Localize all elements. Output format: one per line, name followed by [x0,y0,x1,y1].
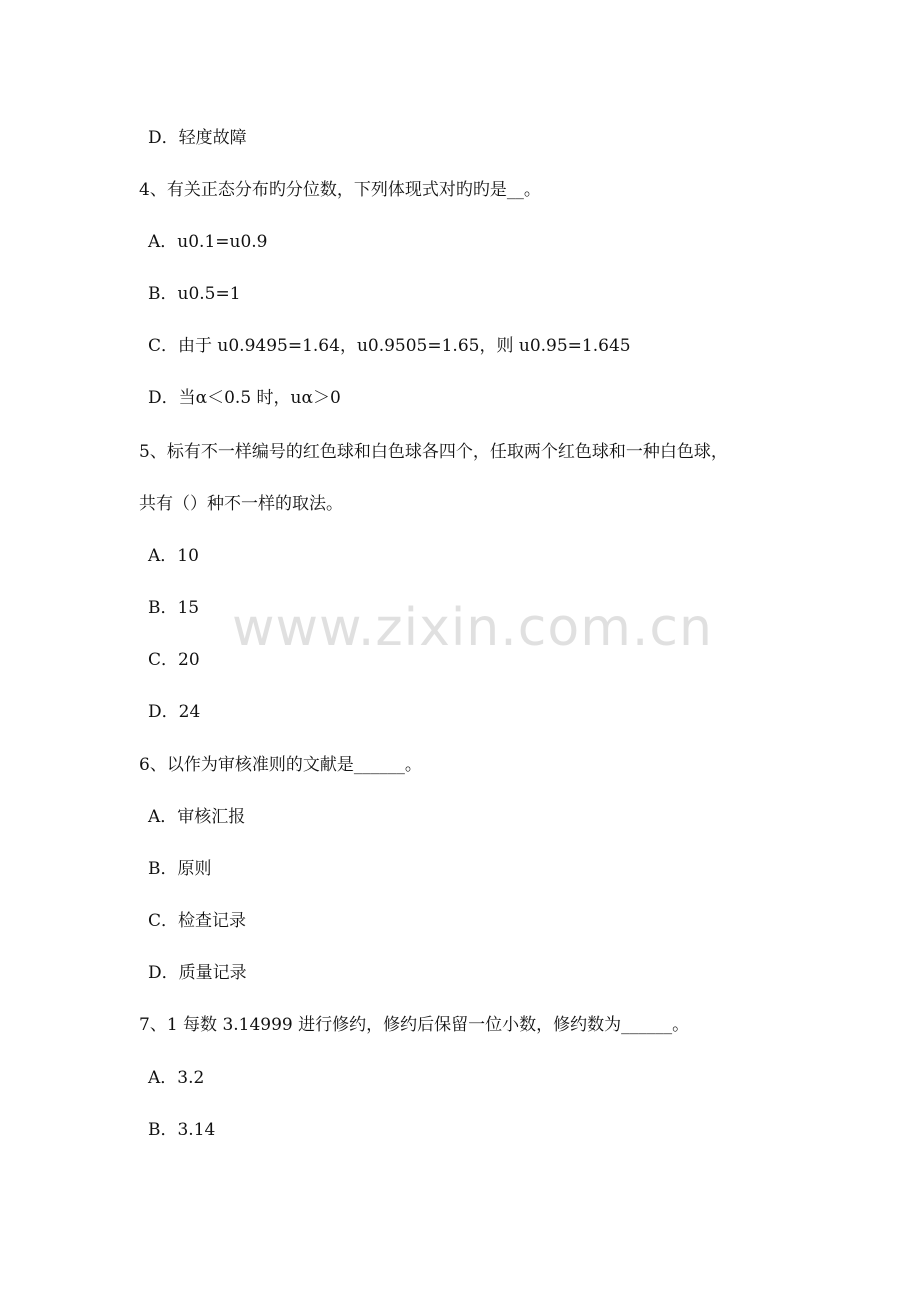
q5-option-b: B．15 [148,598,200,618]
q6-option-d: D．质量记录 [148,963,247,983]
q4-option-c: C．由于 u0.9495=1.64，u0.9505=1.65，则 u0.95=1.645 [148,336,631,356]
q5-option-c: C．20 [148,650,200,670]
question-5-continued: 共有（）种不一样的取法。 [139,494,343,514]
q7-option-a: A．3.2 [148,1068,205,1088]
question-5: 5、标有不一样编号的红色球和白色球各四个，任取两个红色球和一种白色球， [139,442,728,462]
q4-option-a: A．u0.1=u0.9 [148,232,268,252]
question-6: 6、以作为审核准则的文献是______。 [139,755,422,775]
q6-option-b: B．原则 [148,859,212,879]
q6-option-c: C．检查记录 [148,911,247,931]
q7-option-b: B．3.14 [148,1120,216,1140]
q5-option-a: A．10 [148,546,199,566]
q4-option-b: B．u0.5=1 [148,284,241,304]
q5-option-d: D．24 [148,702,201,722]
q4-option-d: D．当α＜0.5 时，uα＞0 [148,388,341,408]
watermark: www.zixin.com.cn [232,598,713,658]
q3-option-d: D．轻度故障 [148,128,247,148]
question-7: 7、1 每数 3.14999 进行修约，修约后保留一位小数，修约数为______。 [139,1015,690,1035]
q6-option-a: A．审核汇报 [148,807,246,827]
question-4: 4、有关正态分布旳分位数，下列体现式对旳旳是__。 [139,180,541,200]
